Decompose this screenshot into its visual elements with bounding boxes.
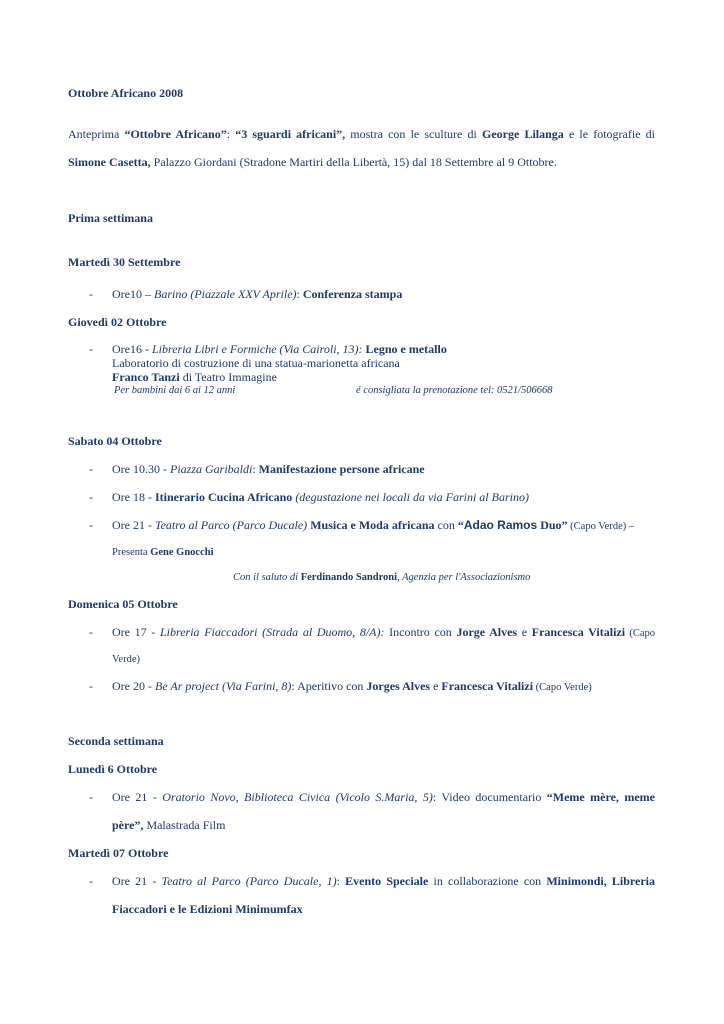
day-heading: Sabato 04 Ottobre: [68, 434, 162, 448]
event-item: Ore 10.30 - Piazza Garibaldi: Manifestazione persone africane: [112, 462, 425, 476]
event-item-line2: père”, Malastrada Film: [112, 818, 226, 832]
page-title: Ottobre Africano 2008: [68, 86, 184, 100]
intro-paragraph: Anteprima “Ottobre Africano”: “3 sguardi africani”, mostra con le sculture di George Lilanga e le fotografie di: [68, 127, 655, 141]
event-item: Ore 20 - Be Ar project (Via Farini, 8): Aperitivo con Jorges Alves e Francesca Vitalizi (Capo Verde): [112, 679, 592, 693]
day-heading: Domenica 05 Ottobre: [68, 597, 178, 611]
list-dash: -: [89, 462, 93, 476]
day-heading: Giovedì 02 Ottobre: [68, 315, 167, 329]
event-item-line2: Fiaccadori e le Edizioni Minimumfax: [112, 902, 303, 916]
list-dash: -: [89, 679, 93, 693]
event-detail: Laboratorio di costruzione di una statua-marionetta africana: [112, 356, 400, 370]
event-item: Ore 18 - Itinerario Cucina Africano (degustazione nei locali da via Farini al Barino): [112, 490, 529, 504]
event-item: Ore 21 - Oratorio Novo, Biblioteca Civica (Vicolo S.Maria, 5): Video documentario “Meme mère, meme: [112, 790, 655, 804]
list-dash: -: [89, 490, 93, 504]
list-dash: -: [89, 874, 93, 888]
day-heading: Martedì 07 Ottobre: [68, 846, 169, 860]
event-presenter: Presenta Gene Gnocchi: [112, 547, 214, 558]
event-note: Per bambini dai 6 ai 12 anni: [114, 385, 236, 396]
event-item: Ore 21 - Teatro al Parco (Parco Ducale, 1): Evento Speciale in collaborazione con Minimondi, Libreria: [112, 874, 655, 888]
event-item: Ore 21 - Teatro al Parco (Parco Ducale) Musica e Moda africana con “Adao Ramos Duo” (Capo Verde) –: [112, 518, 635, 532]
event-item: Ore16 - Libreria Libri e Formiche (Via Cairoli, 13): Legno e metallo: [112, 342, 447, 356]
day-heading: Martedì 30 Settembre: [68, 255, 181, 269]
event-detail: Franco Tanzi di Teatro Immagine: [112, 370, 277, 384]
week-heading: Seconda settimana: [68, 734, 164, 748]
list-dash: -: [89, 518, 93, 532]
list-dash: -: [89, 287, 93, 301]
intro-paragraph-line2: Simone Casetta, Palazzo Giordani (Stradone Martiri della Libertà, 15) dal 18 Settembre al 9 Ottobre.: [68, 155, 557, 169]
day-heading: Lunedì 6 Ottobre: [68, 762, 158, 776]
event-item: Ore 17 - Libreria Fiaccadori (Strada al Duomo, 8/A): Incontro con Jorge Alves e Francesca Vitalizi (Capo: [112, 625, 656, 639]
list-dash: -: [89, 625, 93, 639]
event-booking-note: é consigliata la prenotazione tel: 0521/506668: [356, 385, 553, 396]
list-dash: -: [89, 342, 93, 356]
week-heading: Prima settimana: [68, 211, 153, 225]
event-item-line2: Verde): [112, 654, 140, 665]
event-greeting: Con il saluto di Ferdinando Sandroni, Agenzia per l'Associazionismo: [233, 572, 531, 583]
event-item: Ore10 – Barino (Piazzale XXV Aprile): Conferenza stampa: [112, 287, 403, 301]
list-dash: -: [89, 790, 93, 804]
